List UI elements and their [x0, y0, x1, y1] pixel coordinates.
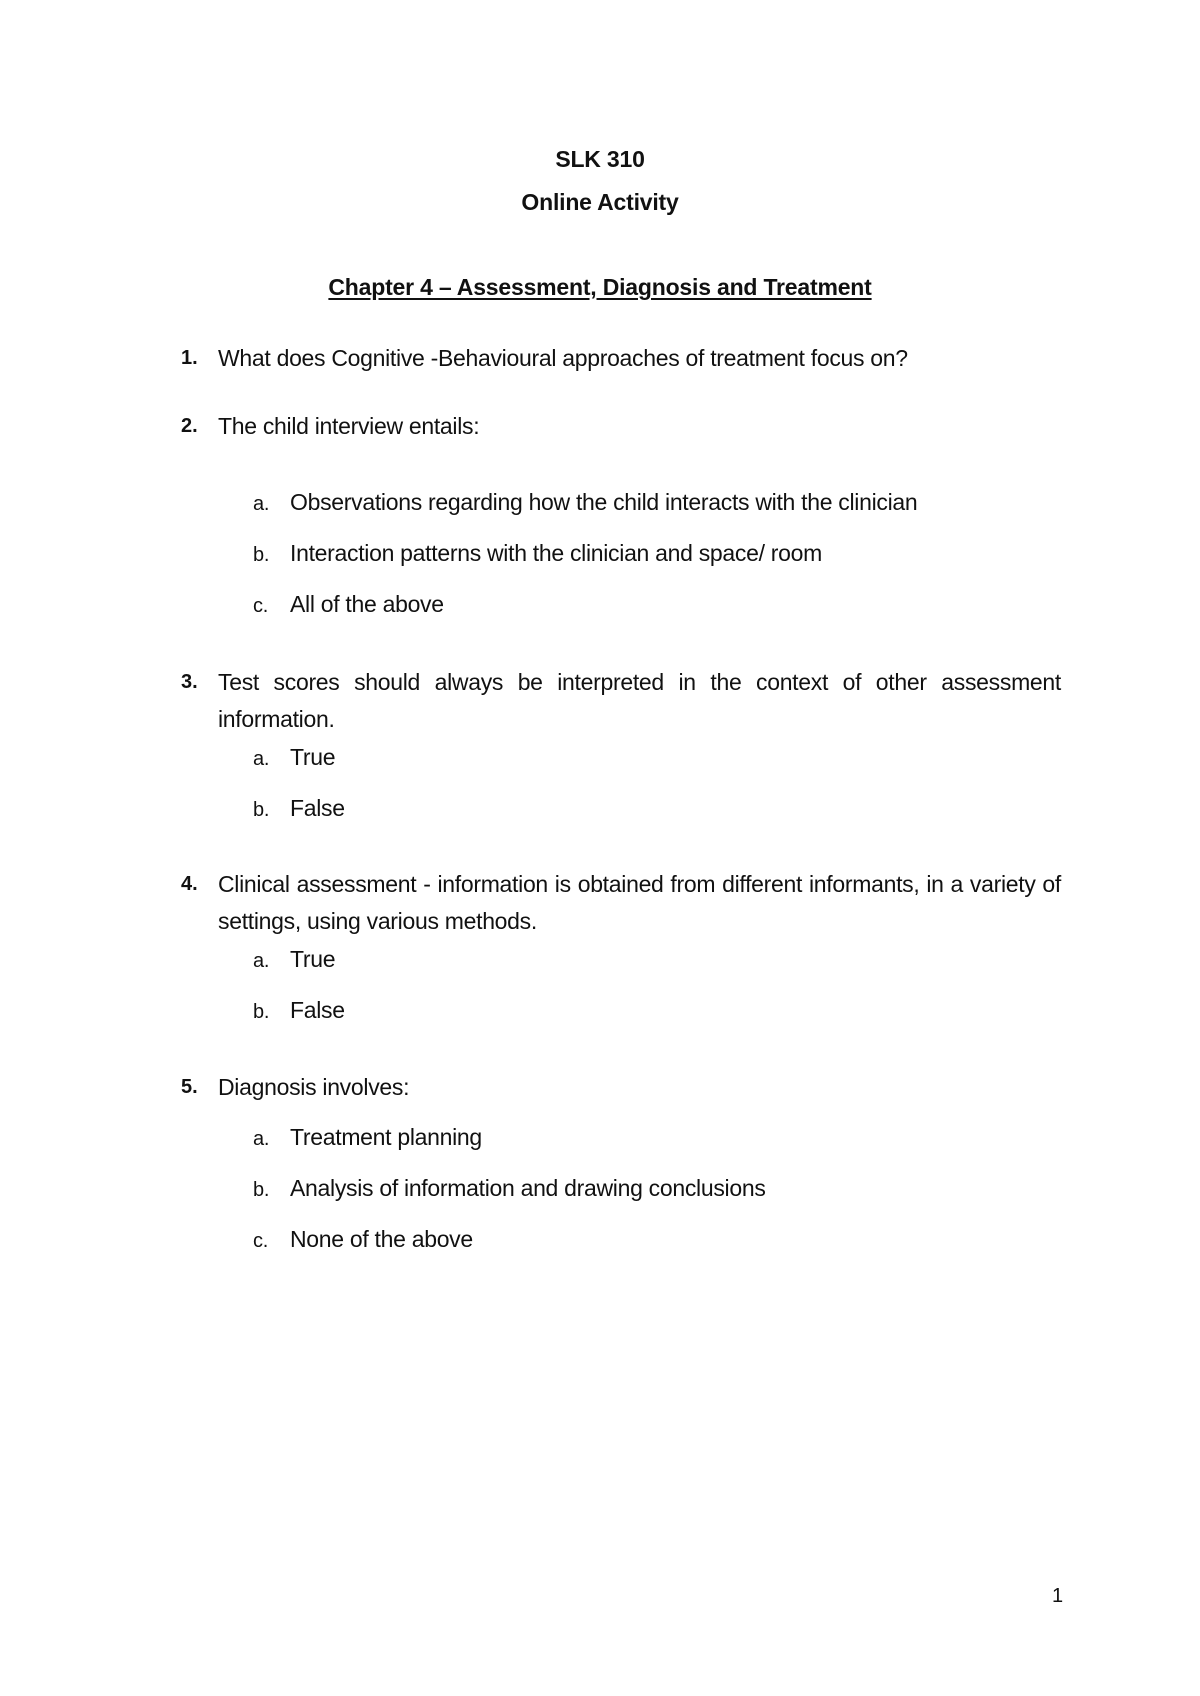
option-label: c. [253, 1230, 268, 1252]
option-text: All of the above [290, 591, 444, 617]
question-4 [181, 866, 1061, 940]
option-5c [253, 1224, 473, 1256]
option-label: a. [253, 950, 270, 972]
question-text: Diagnosis involves: [218, 1074, 410, 1100]
option-4a [253, 944, 335, 976]
option-label: c. [253, 595, 268, 617]
chapter-title: Chapter 4 – Assessment, Diagnosis and Treatment [328, 274, 872, 300]
question-text: What does Cognitive -Behavioural approaches of treatment focus on? [218, 345, 908, 371]
option-label: a. [253, 493, 270, 515]
course-code: SLK 310 [555, 146, 645, 172]
question-2 [181, 408, 1061, 445]
option-4b [253, 995, 345, 1027]
question-3 [181, 664, 1061, 738]
option-label: b. [253, 799, 270, 821]
activity-title: Online Activity [521, 189, 679, 215]
option-text: Treatment planning [290, 1124, 482, 1150]
option-text: False [290, 795, 345, 821]
question-number: 4. [181, 873, 198, 895]
option-text: Analysis of information and drawing conclusions [290, 1175, 766, 1201]
question-5 [181, 1069, 1061, 1106]
option-text: False [290, 997, 345, 1023]
option-2a [253, 487, 917, 519]
option-text: Observations regarding how the child interacts with the clinician [290, 489, 918, 515]
option-label: b. [253, 1001, 270, 1023]
option-5b [253, 1173, 766, 1205]
option-2b [253, 538, 822, 570]
question-text: Clinical assessment - information is obtained from different informants, in a variety of settings, using various methods. [218, 871, 1061, 934]
question-text: Test scores should always be interpreted in the context of other assessment information. [218, 669, 1061, 732]
question-number: 5. [181, 1076, 198, 1098]
question-number: 3. [181, 671, 198, 693]
option-2c [253, 589, 444, 621]
option-5a [253, 1122, 482, 1154]
option-text: True [290, 744, 336, 770]
option-label: b. [253, 544, 270, 566]
question-1 [181, 340, 1061, 377]
page-number: 1 [1052, 1585, 1064, 1607]
question-text: The child interview entails: [218, 413, 480, 439]
question-number: 1. [181, 347, 198, 369]
option-text: Interaction patterns with the clinician and space/ room [290, 540, 822, 566]
option-text: None of the above [290, 1226, 473, 1252]
option-label: a. [253, 748, 270, 770]
option-text: True [290, 946, 336, 972]
question-number: 2. [181, 415, 198, 437]
option-3b [253, 793, 345, 825]
option-label: b. [253, 1179, 270, 1201]
option-3a [253, 742, 335, 774]
option-label: a. [253, 1128, 270, 1150]
